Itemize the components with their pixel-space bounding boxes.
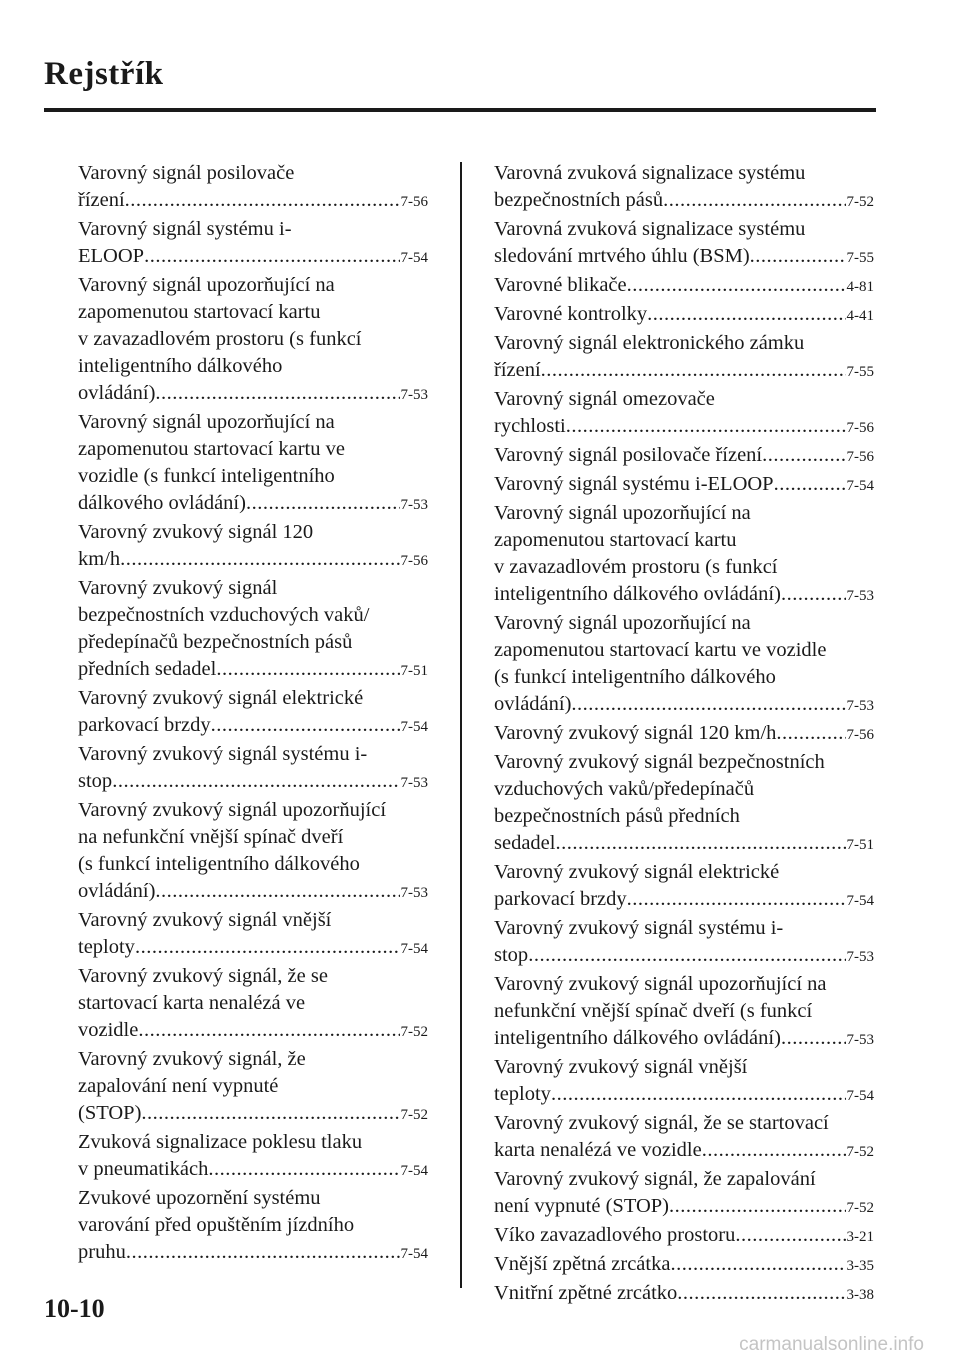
index-entry: [78, 1046, 428, 1129]
index-entry-text: Varovný signál upozorňující na: [494, 502, 751, 524]
index-column-right: [494, 160, 874, 1309]
index-entry-text: Varovná zvuková signalizace systému: [494, 218, 806, 240]
dot-leader: [208, 1156, 399, 1183]
index-entry-text: nefunkční vnější spínač dveří (s funkcí: [494, 1000, 813, 1022]
index-entry-text: Varovná zvuková signalizace systému: [494, 162, 806, 184]
dot-leader: [647, 301, 845, 328]
index-entry-text: vozidle (s funkcí inteligentního: [78, 465, 335, 487]
index-entry-text: Vnější zpětná zrcátka: [494, 1253, 671, 1275]
index-entry-text: (s funkcí inteligentního dálkového: [494, 666, 776, 688]
page-reference: 7-53: [400, 885, 428, 901]
index-entry-text: zapomenutou startovací kartu: [78, 301, 321, 323]
dot-leader: [144, 243, 399, 270]
page-reference: 7-54: [846, 893, 874, 909]
index-entry-text: dálkového ovládání): [78, 492, 246, 514]
page-reference: 7-56: [400, 553, 428, 569]
index-entry-text: startovací karta nenalézá ve: [78, 992, 306, 1014]
index-entry-text: Varovný zvukový signál: [78, 577, 278, 599]
page-reference: 7-54: [400, 719, 428, 735]
index-entry-text: vozidle: [78, 1019, 139, 1041]
index-entry-text: Varovný signál upozorňující na: [78, 411, 335, 433]
dot-leader: [528, 942, 845, 969]
index-entry: [494, 1110, 874, 1166]
dot-leader: [781, 1025, 846, 1052]
dot-leader: [571, 691, 845, 718]
index-entry-text: Varovný zvukový signál vnější: [494, 1056, 748, 1078]
page-reference: 7-54: [400, 1246, 428, 1262]
index-entry-text: teploty: [494, 1083, 551, 1105]
page-reference: 7-54: [846, 1088, 874, 1104]
index-entry-text: ovládání): [78, 382, 156, 404]
index-entry-text: Varovný zvukový signál elektrické: [78, 687, 364, 709]
index-entry: [494, 216, 874, 272]
index-entry-text: předních sedadel: [78, 658, 217, 680]
index-entry-text: km/h: [78, 548, 121, 570]
page-reference: 7-52: [400, 1107, 428, 1123]
dot-leader: [566, 413, 846, 440]
index-entry: [78, 1185, 428, 1268]
page-number: 10-10: [44, 1294, 105, 1323]
dot-leader: [663, 187, 845, 214]
index-entry-text: není vypnuté (STOP): [494, 1195, 670, 1217]
dot-leader: [627, 886, 846, 913]
index-entry: [494, 1251, 874, 1280]
index-entry-text: Varovný zvukový signál upozorňující na: [494, 973, 827, 995]
page-reference: 7-52: [846, 1144, 874, 1160]
page-reference: 7-52: [846, 194, 874, 210]
index-entry-text: Víko zavazadlového prostoru: [494, 1224, 736, 1246]
index-entry-text: Varovné kontrolky: [494, 303, 648, 325]
header-rule: [44, 108, 876, 112]
index-entry-text: Varovný zvukový signál systému i-: [494, 917, 784, 939]
index-entry: [494, 1222, 874, 1251]
index-entry-text: teploty: [78, 936, 135, 958]
index-entry: [78, 409, 428, 519]
index-entry-text: inteligentního dálkového ovládání): [494, 583, 781, 605]
index-entry: [78, 519, 428, 575]
page-reference: 7-56: [846, 449, 874, 465]
page-reference: 7-51: [400, 663, 428, 679]
index-entry-text: stop: [78, 770, 113, 792]
index-entry-text: Zvuková signalizace poklesu tlaku: [78, 1131, 363, 1153]
page-reference: 7-53: [846, 949, 874, 965]
index-entry-text: vzduchových vaků/předepínačů: [494, 778, 755, 800]
index-entry-text: parkovací brzdy: [78, 714, 211, 736]
index-entry: [494, 442, 874, 471]
index-entry-text: v pneumatikách: [78, 1158, 209, 1180]
index-entry-text: Varovný zvukový signál 120: [78, 521, 314, 543]
index-column-left: [78, 160, 428, 1268]
index-entry-text: sledování mrtvého úhlu (BSM): [494, 245, 750, 267]
index-entry-text: ovládání): [494, 693, 572, 715]
page-reference: 3-38: [846, 1287, 874, 1303]
index-entry: [494, 610, 874, 720]
index-entry-text: na nefunkční vnější spínač dveří: [78, 826, 344, 848]
page-reference: 7-56: [846, 420, 874, 436]
index-entry-text: řízení: [78, 189, 125, 211]
page-reference: 7-52: [846, 1200, 874, 1216]
index-entry-text: pruhu: [78, 1241, 126, 1263]
index-entry: [494, 1166, 874, 1222]
index-entry-text: Varovný signál posilovače řízení: [494, 444, 763, 466]
dot-leader: [541, 357, 846, 384]
dot-leader: [155, 380, 399, 407]
index-entry-text: (s funkcí inteligentního dálkového: [78, 853, 360, 875]
index-entry-text: Varovný signál upozorňující na: [78, 274, 335, 296]
page-title: Rejstřík: [44, 56, 164, 92]
index-entry-text: karta nenalézá ve vozidle: [494, 1139, 702, 1161]
watermark: carmanualsonline.info: [739, 1334, 924, 1355]
index-entry-text: v zavazadlovém prostoru (s funkcí: [494, 556, 778, 578]
index-entry: [494, 971, 874, 1054]
index-entry: [494, 386, 874, 442]
dot-leader: [735, 1222, 845, 1249]
dot-leader: [112, 768, 399, 795]
index-entry-text: Varovný signál systému i-ELOOP: [494, 473, 774, 495]
page-reference: 7-54: [846, 478, 874, 494]
dot-leader: [138, 1017, 399, 1044]
index-entry: [78, 797, 428, 907]
index-entry-text: inteligentního dálkového ovládání): [494, 1027, 781, 1049]
index-entry: [494, 1280, 874, 1309]
dot-leader: [762, 442, 845, 469]
column-divider: [460, 162, 462, 1288]
page-reference: 4-41: [846, 308, 874, 324]
index-entry-text: Varovný zvukový signál elektrické: [494, 861, 780, 883]
index-entry-text: bezpečnostních pásů: [494, 189, 664, 211]
index-entry-text: zapalování není vypnuté: [78, 1075, 279, 1097]
dot-leader: [670, 1251, 845, 1278]
index-entry-text: varování před opuštěním jízdního: [78, 1214, 355, 1236]
index-entry: [494, 471, 874, 500]
dot-leader: [627, 272, 846, 299]
index-entry-text: Varovný zvukový signál, že se: [78, 965, 328, 987]
page-reference: 7-53: [846, 698, 874, 714]
page-reference: 7-56: [846, 727, 874, 743]
index-entry: [494, 160, 874, 216]
dot-leader: [551, 1081, 846, 1108]
page-reference: 7-54: [400, 1163, 428, 1179]
index-entry-text: Varovný zvukový signál vnější: [78, 909, 332, 931]
dot-leader: [677, 1280, 845, 1307]
index-entry-text: inteligentního dálkového: [78, 355, 283, 377]
page-reference: 7-53: [846, 588, 874, 604]
index-entry-text: Varovný signál elektronického zámku: [494, 332, 805, 354]
index-entry-text: rychlosti: [494, 415, 566, 437]
dot-leader: [135, 934, 400, 961]
index-entry: [78, 963, 428, 1046]
dot-leader: [141, 1100, 399, 1127]
index-entry-text: ELOOP: [78, 245, 145, 267]
index-entry-text: bezpečnostních pásů předních: [494, 805, 740, 827]
dot-leader: [120, 546, 399, 573]
dot-leader: [211, 712, 400, 739]
page-reference: 7-54: [400, 941, 428, 957]
index-entry: [78, 741, 428, 797]
index-entry-text: řízení: [494, 359, 541, 381]
dot-leader: [776, 720, 845, 747]
index-entry: [78, 216, 428, 272]
index-entry: [78, 272, 428, 409]
index-entry: [78, 685, 428, 741]
index-entry: [78, 160, 428, 216]
index-entry: [78, 907, 428, 963]
index-entry-text: zapomenutou startovací kartu: [494, 529, 737, 551]
dot-leader: [781, 581, 846, 608]
dot-leader: [246, 490, 400, 517]
index-entry-text: v zavazadlovém prostoru (s funkcí: [78, 328, 362, 350]
index-entry-text: bezpečnostních vzduchových vaků/: [78, 604, 370, 626]
page-reference: 7-53: [400, 775, 428, 791]
page-reference: 7-53: [400, 387, 428, 403]
index-entry-text: Varovný signál upozorňující na: [494, 612, 751, 634]
index-entry-text: stop: [494, 944, 529, 966]
index-entry: [78, 575, 428, 685]
page-reference: 7-56: [400, 194, 428, 210]
index-entry-text: Varovný zvukový signál, že se startovací: [494, 1112, 829, 1134]
index-entry-text: sedadel: [494, 832, 556, 854]
index-entry-text: Varovný zvukový signál upozorňující: [78, 799, 387, 821]
index-entry: [494, 330, 874, 386]
page-reference: 7-54: [400, 250, 428, 266]
dot-leader: [669, 1193, 845, 1220]
index-entry: [78, 1129, 428, 1185]
index-entry: [494, 720, 874, 749]
index-entry-text: Varovný signál systému i-: [78, 218, 292, 240]
page-reference: 7-55: [846, 250, 874, 266]
dot-leader: [125, 187, 400, 214]
index-entry: [494, 272, 874, 301]
index-entry-text: parkovací brzdy: [494, 888, 627, 910]
index-entry-text: ovládání): [78, 880, 156, 902]
index-entry-text: Varovný zvukový signál systému i-: [78, 743, 368, 765]
dot-leader: [702, 1137, 846, 1164]
index-entry-text: Vnitřní zpětné zrcátko: [494, 1282, 678, 1304]
index-entry-text: Varovné blikače: [494, 274, 627, 296]
index-entry-text: Varovný zvukový signál, že zapalování: [494, 1168, 816, 1190]
index-entry: [494, 749, 874, 859]
dot-leader: [555, 830, 845, 857]
index-entry-text: (STOP): [78, 1102, 142, 1124]
index-entry-text: Varovný signál posilovače: [78, 162, 295, 184]
dot-leader: [750, 243, 846, 270]
index-entry-text: Varovný zvukový signál, že: [78, 1048, 306, 1070]
dot-leader: [126, 1239, 400, 1266]
page-reference: 3-21: [846, 1229, 874, 1245]
index-entry: [494, 915, 874, 971]
index-entry: [494, 301, 874, 330]
index-entry-text: Varovný zvukový signál 120 km/h: [494, 722, 777, 744]
index-entry-text: Zvukové upozornění systému: [78, 1187, 321, 1209]
index-entry-text: Varovný signál omezovače: [494, 388, 715, 410]
index-entry-text: zapomenutou startovací kartu ve: [78, 438, 345, 460]
index-entry: [494, 859, 874, 915]
index-entry: [494, 500, 874, 610]
index-entry-text: předepínačů bezpečnostních pásů: [78, 631, 353, 653]
dot-leader: [216, 656, 399, 683]
page-reference: 3-35: [846, 1258, 874, 1274]
dot-leader: [155, 878, 399, 905]
index-entry-text: zapomenutou startovací kartu ve vozidle: [494, 639, 827, 661]
page-reference: 7-53: [846, 1032, 874, 1048]
index-entry: [494, 1054, 874, 1110]
dot-leader: [774, 471, 846, 498]
page-reference: 4-81: [846, 279, 874, 295]
index-entry-text: Varovný zvukový signál bezpečnostních: [494, 751, 825, 773]
page-reference: 7-51: [846, 837, 874, 853]
page-reference: 7-55: [846, 364, 874, 380]
page-reference: 7-52: [400, 1024, 428, 1040]
page-reference: 7-53: [400, 497, 428, 513]
